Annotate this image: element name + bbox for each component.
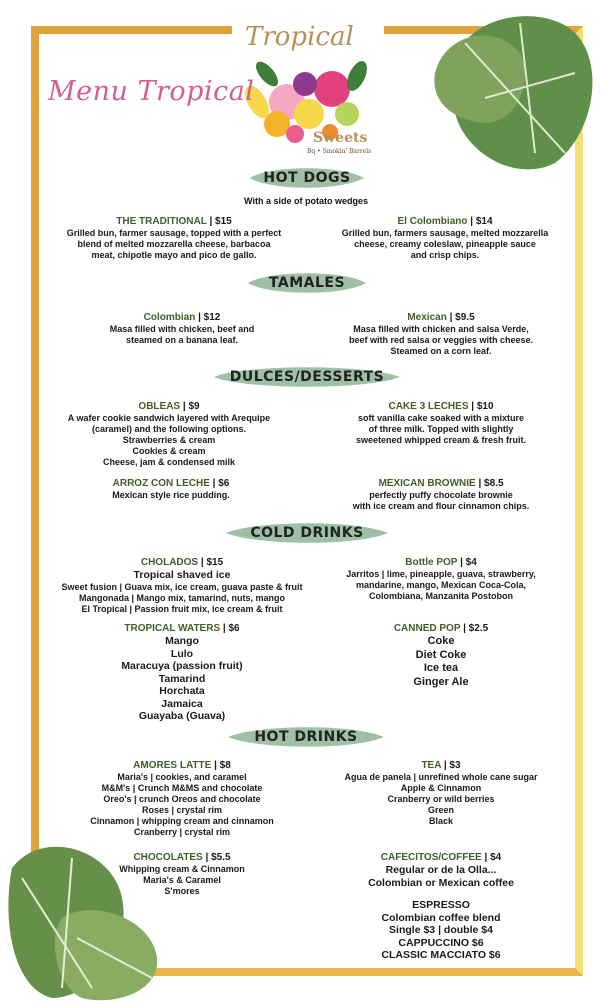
section-banner-hot-dogs (248, 166, 366, 190)
tropical-sweets-logo (237, 14, 383, 162)
item-line: mandarine, mango, Mexican Coca-Cola, (355, 580, 527, 590)
item-line: Masa filled with chicken, beef and (109, 324, 255, 334)
item-line: Mexican style rice pudding. (112, 490, 230, 500)
menu-item-mexican (330, 311, 552, 357)
item-line: Diet Coke (415, 648, 467, 661)
section-banner-hot-drinks (226, 725, 386, 749)
item-line: Lulo (170, 647, 194, 660)
item-line: CAPPUCCINO $6 (398, 936, 484, 949)
item-line: Cookies & cream (132, 446, 206, 456)
item-line: blend of melted mozzarella cheese, barbacoa (77, 239, 271, 249)
item-name: Bottle POP (405, 557, 458, 568)
menu-item-amores-latte (60, 759, 304, 838)
item-name: CAKE 3 LECHES (388, 401, 469, 412)
item-name: THE TRADITIONAL (116, 216, 207, 227)
item-line: S'mores (164, 886, 200, 896)
item-price: | $12 (198, 312, 221, 323)
item-line: CLASSIC MACCIATO $6 (381, 949, 501, 961)
item-line: Coke (427, 635, 455, 647)
item-name: ARROZ CON LECHE (112, 478, 210, 489)
item-price: | $6 (222, 623, 240, 634)
menu-item-cake-3-leches (330, 400, 552, 446)
item-line: Agua de panela | unrefined whole cane sugar (344, 772, 538, 782)
item-line: Mangonada | Mango mix, tamarind, nuts, mango (78, 592, 286, 603)
section-banner-cold-drinks (224, 521, 390, 545)
item-line: Mango (165, 635, 199, 647)
logo-tagline: Bq • Smokin' Barrels (307, 148, 372, 155)
item-line: Roses | crystal rim (141, 805, 223, 815)
section-title: HOT DOGS (263, 170, 351, 186)
item-line: cheese, creamy coleslaw, pineapple sauce (354, 239, 536, 249)
item-line: Steamed on a corn leaf. (390, 346, 492, 356)
item-price: | $3 (443, 760, 461, 771)
item-line: Horchata (159, 685, 205, 697)
item-line: Cranberry | crystal rim (133, 827, 231, 837)
section-banner-tamales (246, 271, 368, 295)
item-price: | $9.5 (449, 312, 475, 323)
item-line: perfectly puffy chocolate brownie (369, 490, 513, 500)
item-name: TEA (421, 760, 442, 771)
menu-item-chocolates (96, 851, 268, 897)
menu-item-obleas (56, 400, 282, 468)
item-line: Jamaica (161, 697, 203, 710)
item-line: Cinnamon | whipping cream and cinnamon (90, 816, 274, 826)
item-line: Guayaba (Guava) (138, 710, 226, 722)
item-line: soft vanilla cake soaked with a mixture (357, 413, 525, 423)
item-price: | $2.5 (463, 623, 489, 634)
menu-item-tea (330, 759, 552, 827)
menu-item-cafecitos-coffee (340, 851, 542, 962)
section-title: COLD DRINKS (250, 525, 364, 541)
menu-item-cholados (50, 556, 314, 615)
item-name: CANNED POP (393, 623, 461, 634)
item-price: | $15 (200, 557, 224, 568)
item-line: and crisp chips. (410, 250, 480, 260)
item-line: Colombian coffee blend (381, 911, 501, 924)
item-name: Mexican (407, 312, 447, 323)
item-price: | $8.5 (478, 478, 504, 489)
item-line: Maria's & Caramel (143, 875, 221, 885)
item-price: | $8 (214, 760, 231, 771)
item-price: | $4 (460, 557, 477, 568)
item-name: CHOCOLATES (133, 852, 203, 863)
item-name: TROPICAL WATERS (124, 623, 221, 634)
item-line: Jarritos | lime, pineapple, guava, strawberry, (346, 569, 536, 579)
section-title: HOT DRINKS (254, 729, 358, 745)
item-name: CHOLADOS (140, 557, 199, 568)
item-price: | $6 (212, 478, 230, 489)
monstera-leaf-icon (425, 3, 612, 183)
item-name: MEXICAN BROWNIE (378, 478, 476, 489)
item-line: Whipping cream & Cinnamon (119, 864, 245, 874)
item-line: Masa filled with chicken and salsa Verde, (353, 324, 529, 334)
item-line: Grilled bun, farmer sausage, topped with a perfect (66, 228, 282, 238)
menu-item-mexican-brownie (330, 477, 552, 512)
item-line: Ginger Ale (413, 675, 469, 688)
item-line: of three milk. Topped with slightly (368, 424, 514, 434)
section-title: DULCES/DESSERTS (229, 369, 385, 385)
menu-item-canned-pop (370, 622, 512, 689)
item-line: beef with red salsa or veggies with cheese. (348, 335, 534, 345)
section-banner-desserts (212, 365, 402, 389)
item-line: Black (428, 816, 454, 826)
menu-item-el-colombiano (330, 215, 560, 261)
menu-item-the-traditional (56, 215, 292, 261)
item-line: sweetened whipped cream & fresh fruit. (355, 435, 527, 445)
menu-item-arroz-con-leche (76, 477, 266, 501)
menu-item-tropical-waters (96, 622, 268, 723)
item-line: Ice tea (423, 662, 459, 674)
item-line: Green (427, 805, 454, 815)
menu-item-colombian (76, 311, 288, 346)
item-line: Sweet fusion | Guava mix, ice cream, guava paste & fruit (61, 581, 303, 592)
item-line: Tamarind (158, 672, 206, 685)
menu-item-bottle-pop (330, 556, 552, 602)
menu-title: Menu Tropical (48, 76, 255, 107)
item-line: meat, chipotle mayo and pico de gallo. (91, 250, 257, 260)
item-line: steamed on a banana leaf. (125, 335, 239, 345)
item-line: Oreo's | crunch Oreos and chocolate (103, 794, 261, 804)
item-line: El Tropical | Passion fruit mix, ice cream & fruit (81, 603, 283, 614)
item-price: | $9 (182, 401, 200, 412)
item-name: CAFECITOS/COFFEE (380, 852, 482, 863)
item-line: Grilled bun, farmers sausage, melted mozzarella (341, 228, 549, 238)
item-subtitle: Tropical shaved ice (133, 569, 231, 581)
section-title: TAMALES (268, 275, 346, 291)
item-line: (caramel) and the following options. (91, 424, 246, 434)
logo-word-tropical: Tropical (245, 22, 354, 52)
hot-dogs-note: With a side of potato wedges (244, 196, 368, 206)
item-name: AMORES LATTE (133, 760, 212, 771)
item-line: M&M's | Crunch M&MS and chocolate (101, 783, 263, 793)
item-line: Maria's | cookies, and caramel (117, 772, 247, 782)
item-line: Strawberries & cream (122, 435, 216, 445)
item-line: A wafer cookie sandwich layered with Arequipe (67, 413, 271, 423)
item-line: Colombiana, Manzanita Postobon (368, 591, 513, 601)
item-price: | $4 (484, 852, 502, 863)
item-line: with ice cream and flour cinnamon chips. (352, 501, 530, 511)
item-line: ESPRESSO (412, 899, 470, 911)
item-name: OBLEAS (138, 401, 181, 412)
logo-word-sweets: Sweets (313, 130, 368, 146)
item-line: Cranberry or wild berries (387, 794, 495, 804)
item-name: El Colombiano (397, 216, 468, 227)
item-line: Maracuya (passion fruit) (121, 660, 243, 672)
item-line: Colombian or Mexican coffee (368, 876, 514, 889)
item-name: Colombian (143, 312, 196, 323)
item-price: | $5.5 (205, 852, 231, 863)
item-price: | $10 (471, 401, 494, 412)
item-price: | $15 (209, 216, 232, 227)
item-line: Regular or de la Olla... (385, 864, 497, 876)
item-price: | $14 (470, 216, 493, 227)
item-line: Single $3 | double $4 (389, 924, 493, 936)
item-line: Apple & Cinnamon (400, 783, 482, 793)
item-line: Cheese, jam & condensed milk (102, 457, 236, 467)
